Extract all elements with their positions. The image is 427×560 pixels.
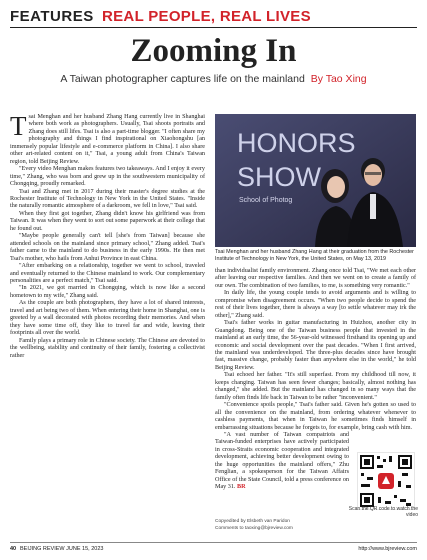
paragraph: Family plays a primary role in Chinese society. The Chinese are devoted to the wellbeing, stability and continuity of their family, fostering a collectivist rather xyxy=(10,337,205,359)
paragraph: "In 2021, we got married in Chongqing, which is now like a second hometown to my wife," Zhang said. xyxy=(10,285,205,299)
backdrop-text: HONORS xyxy=(237,128,356,158)
section-label-column: REAL PEOPLE, REAL LIVES xyxy=(102,8,311,25)
subtitle-text: A Taiwan photographer captures life on the mainland xyxy=(60,73,305,85)
page-number: 40 xyxy=(10,546,17,552)
copyeditor: Copyedited by Elsbeth van Paridon xyxy=(215,519,290,524)
backdrop-text: SHOW xyxy=(237,162,321,192)
section-label-features: FEATURES xyxy=(10,8,94,25)
photo-caption: Tsai Menghan and her husband Zhang Hang at their graduation from the Rochester Institute of Technology in New York, the United States, on May 13, 2019 xyxy=(215,249,414,262)
paragraph: Tsai echoed her father. "It's still superfast. From my childhood till now, it keeps changing. Taiwan has seen fewer changes; basically, almost nothing has changed," she added. But the mainland has changed in so many ways that the family often finds life back in Taiwan to be rather "inconvenient." xyxy=(215,372,416,401)
qr-code[interactable] xyxy=(357,452,415,510)
photo-illustration xyxy=(215,114,416,247)
graduation-photo xyxy=(215,114,416,247)
paragraph: "Maybe people generally can't tell [she's from Taiwan] because she attended schools on the mainland since primary school," Zhang added. Tsai's father came to the mainland to do business in the early 1990s. He then met Tsai's mother, who hails from Anhui Province in east China. xyxy=(10,233,205,262)
article-subtitle xyxy=(0,73,427,85)
copyedit-credit xyxy=(215,519,415,532)
paragraph: "Convenience spoils people," Tsai's father said. Given he's gotten so used to all the convenience on the mainland, from ordering whatever whenever to cashless payments, that when in Taiwan he sometimes finds himself in embarrassing situations because he forgets to, for example, bring cash with him. xyxy=(215,402,416,431)
end-tag: BR xyxy=(237,484,246,491)
paragraph: Tsai Menghan and her husband Zhang Hang currently live in Shanghai where both work as photographers. Usually, Tsai shoots portraits and Zhang does still lifes. Tsai is also a part-time blogger. "I often share my photography and things I find inspirational on Xiaohongshu [an immensely popular lifestyle and e-commerce platform in China]. I also share other art-related content on it," Tsai, a young adult from China's Taiwan region, told Beijing Review. xyxy=(10,111,205,165)
article-title: Zooming In xyxy=(130,33,297,69)
paragraph: In daily life, the young couple tends to avoid arguments and is willing to compromise when disagreement occurs. "When two people decide to spend the rest of their lives together, there is always a way [to settle whatever may irk the other]," Zhang said. xyxy=(215,290,416,319)
paragraph: "Every video Menghan makes features two takeaways. And I enjoy it every time," Zhang, who was born and grew up in the southwestern municipality of Chongqing, proudly remarked. xyxy=(10,166,205,188)
comments-email: Comments to taoxing@bjreview.com xyxy=(215,525,293,531)
qr-code-icon xyxy=(358,453,414,509)
paragraph: "A vast number of Taiwan compatriots and Taiwan-funded enterprises have actively participated in cross-Straits economic cooperation and integrated development, achieving better development owing to the huge opportunities the mainland offers," Zhu Fenglian, a spokesperson for the Taiwan Affairs Office of the State Council, told a press conference on May 31. BR xyxy=(215,431,349,491)
publication-date: BEIJING REVIEW JUNE 15, 2023 xyxy=(20,546,104,552)
website-link[interactable]: http://www.bjreview.com xyxy=(358,546,417,552)
drop-cap: T xyxy=(10,111,27,141)
section-header xyxy=(10,8,417,28)
qr-caption: Scan the QR code to watch the video xyxy=(348,506,418,518)
paragraph: When they first got together, Zhang didn't know his girlfriend was from Taiwan. It was when they went to sort out some paperwork at their college that he found out. xyxy=(10,210,205,232)
byline: By Tao Xing xyxy=(310,73,367,85)
paragraph: Tsai and Zhang met in 2017 during their master's degree studies at the Rochester Institute of Technology in New York in the United States. "Inside the naturally romantic atmosphere of a darkroom, we fell in love," Tsai said. xyxy=(10,188,205,210)
paragraph: "After embarking on a relationship, together we went to school, traveled and eventually returned to the Chinese mainland to work. Our complementary personalities are a perfect match," Tsai said. xyxy=(10,263,205,284)
paragraph: Tsai's father works in guitar manufacturing in Huizhou, another city in Guangdong. Being one of the Taiwan business people that invested in the mainland at an early time, the 56-year-old witnessed firsthand its opening up and economic and social development over the past decades. "When I first arrived, the mainland was underdeveloped. The three-plus decades since have brought fast, massive change, probably faster than anywhere else in the world," he told Beijing Review. xyxy=(215,320,416,371)
page-footer xyxy=(10,542,417,554)
left-column xyxy=(10,111,205,360)
paragraph: than individualist family environment. Zhang once told Tsai, "We met each other after leaving our respective families. And then we went on to create a family of our own. The combination of two families, to me, is something very romantic." xyxy=(215,268,416,289)
backdrop-text: School of Photog xyxy=(239,197,293,204)
paragraph: As the couple are both photographers, they have a lot of shared interests, travel and art being two of them. When entering their home in Shanghai, one is greeted by a wall decorated with photos recording their memories. And when they have some time off, they like to travel far and wide, leaving their footprints all over the world. xyxy=(10,300,205,337)
